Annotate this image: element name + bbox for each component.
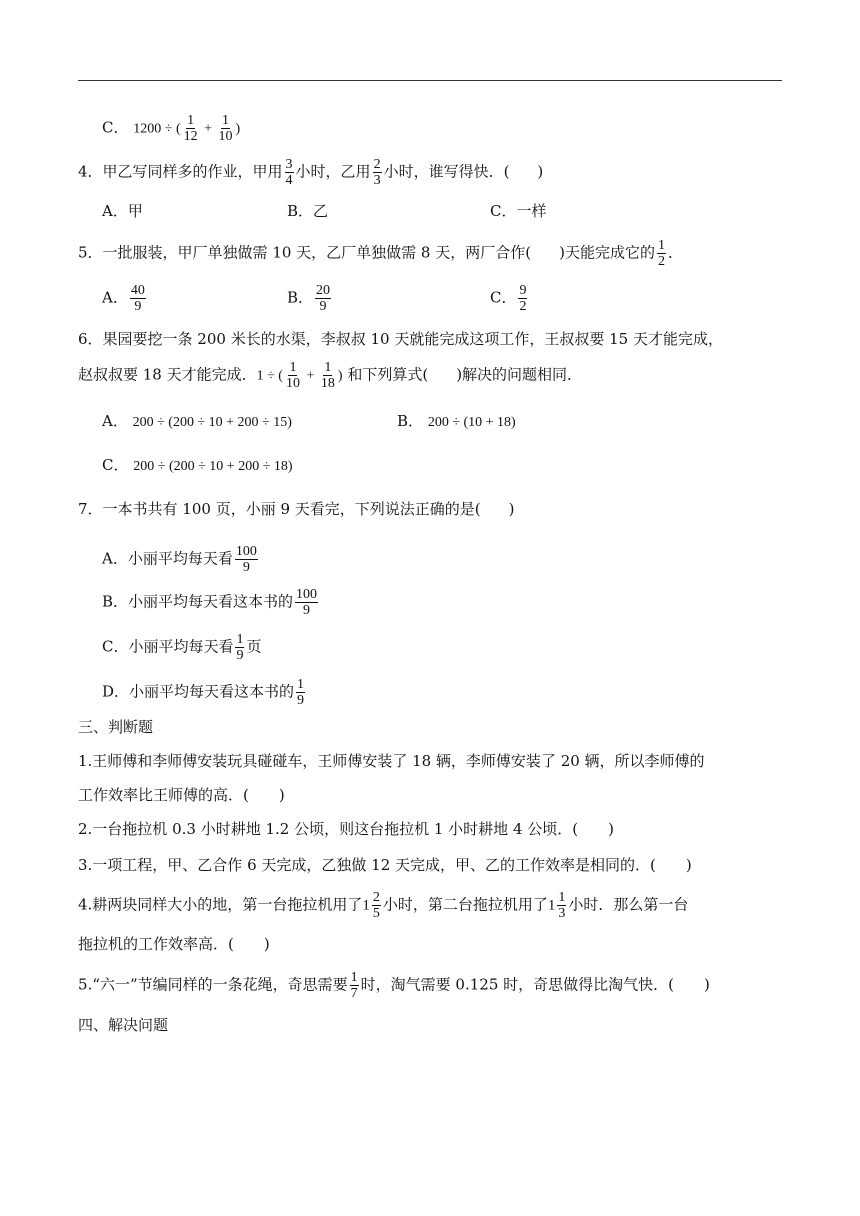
fraction: $\frac{1}{10}$ <box>285 360 300 391</box>
q4-option-a[interactable]: A．甲 <box>102 202 143 220</box>
judge-1-line-1: 1.王师傅和李师傅安装玩具碰碰车，王师傅安装了 18 辆，李师傅安装了 20 辆，所以李师傅的 <box>78 752 705 770</box>
fraction: $\frac{1}{7}$ <box>350 970 358 1001</box>
fraction: $\frac{1}{12}$ <box>183 113 198 144</box>
fraction: $\frac{2}{3}$ <box>373 157 381 188</box>
judge-1-line-2: 工作效率比王师傅的高．( ) <box>78 786 285 804</box>
fraction: $\frac{100}{9}$ <box>235 544 257 575</box>
fraction: $\frac{1}{9}$ <box>236 632 244 663</box>
section-4-heading: 四、解决问题 <box>78 1016 169 1034</box>
fraction: $\frac{3}{4}$ <box>285 157 293 188</box>
math-text: 1200 ÷ ( <box>133 121 181 137</box>
q6-option-b[interactable]: B． 200 ÷ (10 + 18) <box>397 412 516 430</box>
q5-option-c[interactable]: C． $\frac{9}{2}$ <box>490 283 527 314</box>
fraction: $\frac{1}{10}$ <box>218 113 233 144</box>
judge-4-line-2: 拖拉机的工作效率高．( ) <box>78 935 270 953</box>
option-label: C． <box>102 118 129 137</box>
judge-2: 2.一台拖拉机 0.3 小时耕地 1.2 公顷，则这台拖拉机 1 小时耕地 4 公顷．( ) <box>78 820 614 838</box>
fraction: $\frac{1}{3}$ <box>558 890 566 921</box>
fraction: $\frac{1}{2}$ <box>657 238 665 269</box>
q7-option-b[interactable]: B．小丽平均每天看这本书的 $\frac{100}{9}$ <box>102 587 318 618</box>
q4-option-c[interactable]: C．一样 <box>490 202 547 220</box>
fraction: $\frac{1}{9}$ <box>297 677 305 708</box>
question-5: 5．一批服装，甲厂单独做需 10 天，乙厂单独做需 8 天，两厂合作( )天能完成它的 $\frac{1}{2}$ ． <box>78 238 683 269</box>
question-6-line-1: 6．果园要挖一条 200 米长的水渠，李叔叔 10 天就能完成这项工作，王叔叔要 15 天才能完成， <box>78 330 723 348</box>
question-4: 4．甲乙写同样多的作业，甲用 $\frac{3}{4}$ 小时，乙用 $\frac{2}{3}$ 小时，谁写得快．( ) <box>78 157 544 188</box>
fraction: $\frac{100}{9}$ <box>296 587 318 618</box>
q5-option-a[interactable]: A． $\frac{40}{9}$ <box>102 283 145 314</box>
section-3-heading: 三、判断题 <box>78 718 154 736</box>
q7-option-d[interactable]: D．小丽平均每天看这本书的 $\frac{1}{9}$ <box>102 677 305 708</box>
fraction: $\frac{1}{18}$ <box>320 360 335 391</box>
judge-4-line-1: 4.耕两块同样大小的地，第一台拖拉机用了1 $\frac{2}{5}$ 小时，第二台拖拉机用了1 $\frac{1}{3}$ 小时．那么第一台 <box>78 890 689 921</box>
q6-option-c[interactable]: C． 200 ÷ (200 ÷ 10 + 200 ÷ 18) <box>102 456 293 474</box>
header-rule <box>78 80 782 81</box>
math-text: ) <box>235 121 241 137</box>
q7-option-c[interactable]: C．小丽平均每天看 $\frac{1}{9}$ 页 <box>102 632 262 663</box>
math-text: + <box>200 121 216 137</box>
fraction: $\frac{9}{2}$ <box>519 283 527 314</box>
q3-option-c[interactable] <box>102 113 240 144</box>
q7-option-a[interactable]: A．小丽平均每天看 $\frac{100}{9}$ <box>102 544 257 575</box>
q5-option-b[interactable]: B． $\frac{20}{9}$ <box>287 283 331 314</box>
judge-3: 3.一项工程，甲、乙合作 6 天完成，乙独做 12 天完成，甲、乙的工作效率是相同的．( ) <box>78 856 692 874</box>
question-6-line-2: 赵叔叔要 18 天才能完成．1 ÷ ( $\frac{1}{10}$ + $\frac{1}{18}$ ) 和下列算式( )解决的问题相同． <box>78 360 583 391</box>
q6-option-a[interactable]: A． 200 ÷ (200 ÷ 10 + 200 ÷ 15) <box>102 412 292 430</box>
judge-5: 5.“六一”节编同样的一条花绳，奇思需要 $\frac{1}{7}$ 时，淘气需要 0.125 时，奇思做得比淘气快．( ) <box>78 970 710 1001</box>
q4-option-b[interactable]: B．乙 <box>287 202 329 220</box>
fraction: $\frac{20}{9}$ <box>316 283 331 314</box>
fraction: $\frac{40}{9}$ <box>130 283 145 314</box>
question-7: 7．一本书共有 100 页，小丽 9 天看完，下列说法正确的是( ) <box>78 500 515 518</box>
fraction: $\frac{2}{5}$ <box>372 890 380 921</box>
